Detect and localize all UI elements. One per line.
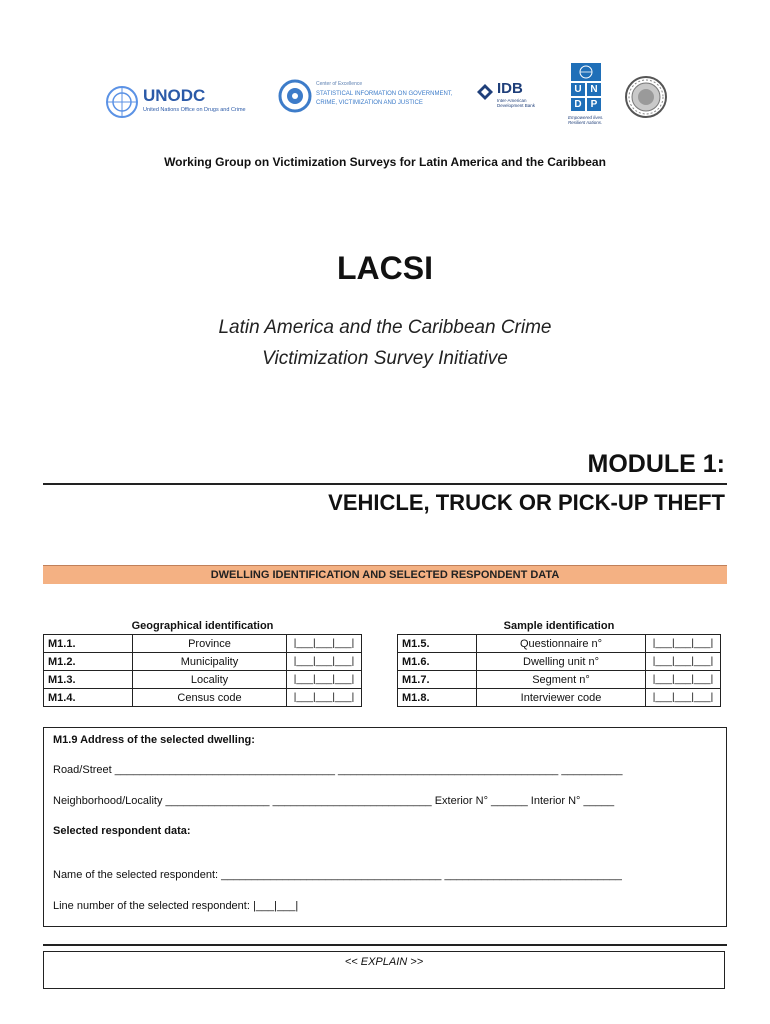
row-code: M1.1. [44,635,133,653]
row-label: Locality [133,671,287,689]
undp-letter-p: P [587,98,601,111]
ceic-emblem-icon [278,79,312,113]
respondent-name-field[interactable]: Name of the selected respondent: ____________________________________ _____________________________ [53,869,622,881]
table-row [44,689,362,707]
respondent-heading: Selected respondent data: [53,825,191,837]
subtitle-line-1: Latin America and the Caribbean Crime [218,317,552,338]
explain-box: << EXPLAIN >> [43,951,725,989]
address-heading: M1.9 Address of the selected dwelling: [53,734,255,746]
row-label: Province [133,635,287,653]
document-acronym: LACSI [337,250,433,286]
document-subtitle [0,312,770,374]
module-divider [43,483,727,485]
idb-logo [475,80,545,116]
row-code: M1.4. [44,689,133,707]
undp-emblem [571,63,601,81]
idb-name: IDB [497,80,523,97]
undp-logo [568,63,604,138]
row-label: Municipality [133,653,287,671]
module-number: MODULE 1: [587,450,725,478]
table-row [398,689,721,707]
address-section [43,727,727,927]
ceic-line1: Center of Excellence [316,81,363,87]
table-row [398,635,721,653]
undp-letter-n: N [587,83,601,96]
entry-boxes[interactable]: |___|___|___| [287,671,362,689]
bottom-divider [43,944,727,946]
table-row [398,671,721,689]
ceic-line3: CRIME, VICTIMIZATION AND JUSTICE [316,100,423,106]
row-label: Census code [133,689,287,707]
module-title: VEHICLE, TRUCK OR PICK-UP THEFT [328,490,725,515]
entry-boxes[interactable]: |___|___|___| [646,689,721,707]
row-code: M1.6. [398,653,477,671]
idb-tagline: Inter-American Development Bank [497,98,536,108]
undp-tagline: Empowered lives. Resilient nations. [568,115,604,125]
table-row [44,671,362,689]
entry-boxes[interactable]: |___|___|___| [646,671,721,689]
un-emblem-icon [105,85,139,119]
row-label: Dwelling unit n° [477,653,646,671]
entry-boxes[interactable]: |___|___|___| [287,635,362,653]
logo-strip [0,55,770,145]
line-number-field[interactable]: Line number of the selected respondent: |___|___| [53,900,299,912]
row-code: M1.5. [398,635,477,653]
table-row [44,635,362,653]
road-street-field[interactable]: Road/Street ____________________________________ ____________________________________ __________ [53,764,623,776]
row-code: M1.3. [44,671,133,689]
table-header-row [44,617,362,635]
oas-logo [624,75,668,119]
entry-boxes[interactable]: |___|___|___| [646,635,721,653]
neighborhood-field[interactable]: Neighborhood/Locality _________________ __________________________ Exterior N° ______ Interior N° _____ [53,795,615,807]
undp-letter-u: U [571,83,585,96]
row-label: Interviewer code [477,689,646,707]
row-label: Segment n° [477,671,646,689]
undp-globe-icon [571,63,601,81]
oas-seal-icon [624,75,668,119]
unodc-logo [105,85,255,119]
unodc-tagline: United Nations Office on Drugs and Crime [143,107,246,113]
table-row [398,653,721,671]
ceic-logo [278,77,458,121]
table-header-row [398,617,721,635]
working-group-heading: Working Group on Victimization Surveys for Latin America and the Caribbean [164,155,606,169]
idb-emblem-icon [475,82,495,102]
section-header: DWELLING IDENTIFICATION AND SELECTED RESPONDENT DATA [43,565,727,584]
entry-boxes[interactable]: |___|___|___| [646,653,721,671]
entry-boxes[interactable]: |___|___|___| [287,653,362,671]
geographical-identification-table [43,617,362,707]
row-code: M1.2. [44,653,133,671]
unodc-name: UNODC [143,86,206,105]
row-code: M1.7. [398,671,477,689]
entry-boxes[interactable]: |___|___|___| [287,689,362,707]
sample-identification-table [397,617,721,707]
subtitle-line-2: Victimization Survey Initiative [262,348,508,369]
table-row [44,653,362,671]
undp-letter-d: D [571,98,585,111]
row-label: Questionnaire n° [477,635,646,653]
ceic-line2: STATISTICAL INFORMATION ON GOVERNMENT, [316,91,453,97]
row-code: M1.8. [398,689,477,707]
geographical-heading: Geographical identification [44,617,362,635]
sample-heading: Sample identification [398,617,721,635]
